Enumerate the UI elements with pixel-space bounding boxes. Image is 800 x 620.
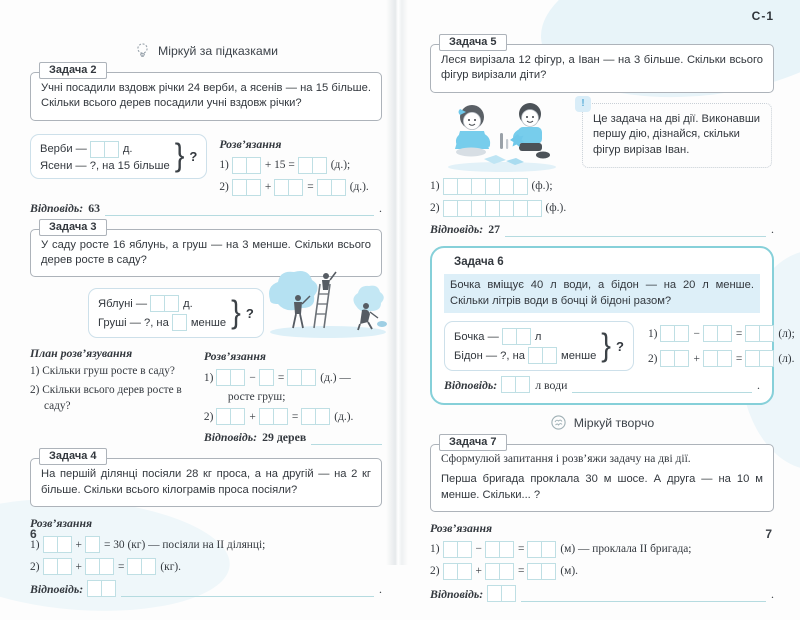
task3-tab: Задача 3 <box>39 219 107 236</box>
answer-box <box>88 580 116 597</box>
task2-card <box>30 64 382 121</box>
text-token: (д.). <box>334 410 354 423</box>
answer-box <box>528 563 556 580</box>
text-token: . <box>379 582 382 597</box>
text-token: росте груш; <box>227 391 286 404</box>
left-page <box>0 0 396 597</box>
task3-condition-box <box>88 288 264 338</box>
answer-box <box>128 558 156 575</box>
condition-row <box>98 295 226 312</box>
task3-plan <box>30 346 192 414</box>
worksheet-code: С-1 <box>751 9 774 23</box>
answer-blank-line <box>121 584 374 597</box>
answer-blank-line <box>105 203 374 216</box>
text-token: (д.); <box>330 159 351 172</box>
text-token: 2) <box>430 202 440 215</box>
answer-box <box>486 563 514 580</box>
answer-blank-line <box>505 224 766 237</box>
text-token: Бочка — <box>454 330 499 343</box>
answer-box <box>488 585 516 602</box>
condition-row <box>40 141 170 158</box>
text-token: = <box>517 565 525 578</box>
task5-card <box>430 36 774 93</box>
text-token: − <box>693 327 700 340</box>
text-token: 2) <box>647 352 658 365</box>
answer-box <box>746 325 774 342</box>
text-token: . <box>771 221 774 236</box>
children-cutting-paper-illustration <box>440 97 568 173</box>
text-token: (д.). <box>349 181 369 194</box>
task4-card <box>30 450 382 507</box>
text-token: д. <box>183 297 193 310</box>
question-mark: ? <box>245 305 254 321</box>
text-token: Відповідь: <box>203 430 258 445</box>
task5-statement: Леся вирізала 12 фігур, а Іван — на 3 більше. Скільки всього фігур вирізали діти? <box>441 54 763 82</box>
question-mark: ? <box>189 148 198 164</box>
text-token: . <box>757 378 760 393</box>
text-token: Відповідь: <box>30 582 84 597</box>
text-token: 2) <box>203 410 214 423</box>
answer-blank-line <box>572 380 752 393</box>
task2-condition-rows <box>40 139 170 174</box>
task2-solution <box>219 134 382 196</box>
answer-box <box>91 141 119 158</box>
equation-row <box>219 157 382 174</box>
brace-glyph: } <box>601 327 611 364</box>
task4-answer-line <box>30 580 382 597</box>
answer-box <box>173 314 187 331</box>
answer-box <box>529 347 557 364</box>
task2-condition-box <box>30 134 207 179</box>
task5-media-row <box>430 97 774 173</box>
answer-box <box>318 179 346 196</box>
orchard-harvest-illustration <box>264 266 392 340</box>
answer-box <box>746 350 774 367</box>
task4-tab: Задача 4 <box>39 448 107 465</box>
task6-answer-line <box>444 376 760 393</box>
text-token: менше <box>190 316 227 329</box>
task7-answer-line <box>430 585 774 602</box>
text-token: Бідон — ?, на <box>454 349 525 362</box>
exclamation-icon: ! <box>575 96 591 112</box>
task2-answer-line <box>30 201 382 216</box>
solution-label: Розв’язання <box>430 520 493 535</box>
text-token: 1) <box>219 159 229 172</box>
answer-box <box>260 369 274 386</box>
text-token: + <box>249 410 256 423</box>
task3-condition-rows <box>98 293 226 333</box>
section-header-hints <box>30 42 382 59</box>
text-token: 1) <box>203 371 214 384</box>
text-token: + <box>475 565 482 578</box>
answer-box <box>86 536 100 553</box>
text-token: = <box>735 352 743 365</box>
answer-box <box>486 541 514 558</box>
task3-statement: У саду росте 16 яблунь, а груш — на 3 менше. Скільки всього дерев росте в саду? <box>41 238 371 267</box>
text-token: Відповідь: <box>430 221 484 236</box>
text-token: + <box>264 181 272 194</box>
equation-row <box>30 536 382 553</box>
brain-icon <box>550 414 567 431</box>
page-number-right: 7 <box>765 527 772 541</box>
text-token: 2) <box>430 565 440 578</box>
task7-tab: Задача 7 <box>439 434 507 451</box>
task3-solution <box>204 346 382 445</box>
text-token: Ясени — ?, на 15 більше <box>40 159 170 172</box>
task5-answer-line <box>430 222 774 237</box>
task6-card <box>430 246 795 406</box>
hint-note-box <box>581 97 772 168</box>
text-token: 1) <box>647 327 658 340</box>
text-token: . <box>379 200 382 215</box>
answer-box <box>502 376 530 393</box>
answer-box <box>275 179 303 196</box>
text-token: = <box>517 543 525 556</box>
question-mark: ? <box>615 338 624 354</box>
section-header-label: Міркуй творчо <box>573 415 655 430</box>
condition-row <box>40 160 170 172</box>
text-token: = <box>307 181 314 194</box>
task3-work-row <box>30 346 382 445</box>
task6-equations <box>648 325 795 367</box>
text-token: = <box>117 560 125 573</box>
answer-box <box>528 541 556 558</box>
text-token: Відповідь: <box>30 200 84 215</box>
answer-box <box>44 558 72 575</box>
text-token: − <box>249 371 256 384</box>
answer-box <box>503 328 531 345</box>
lightbulb-icon <box>134 42 151 59</box>
solution-label: Розв’язання <box>30 516 93 531</box>
answer-blank-line <box>311 432 382 445</box>
answer-blank-line <box>521 589 766 602</box>
brace-glyph: } <box>174 137 185 174</box>
equation-row <box>430 563 774 580</box>
answer-box <box>661 325 689 342</box>
text-token: Верби — <box>40 143 87 156</box>
text-token: = <box>735 327 743 340</box>
text-token: (ф.); <box>531 180 553 193</box>
answer-box <box>444 200 542 217</box>
text-token: + <box>693 352 700 365</box>
plan-header: План розв’язування <box>30 346 133 361</box>
text-token: (м) — проклала II бригада; <box>560 543 692 556</box>
answer-box <box>444 541 472 558</box>
text-token: + <box>75 538 82 551</box>
task7-card <box>430 436 774 512</box>
text-token: 2) <box>219 181 229 194</box>
task6-condition-box <box>444 321 634 371</box>
solution-label: Розв’язання <box>219 136 282 151</box>
brace-glyph: } <box>231 294 241 331</box>
text-token: (л). <box>778 352 795 365</box>
text-token: 1) <box>430 180 440 193</box>
text-token: менше <box>561 349 597 362</box>
hint-note-text: Це задача на дві дії. Виконавши першу дію, дізнайся, скільки фігур вирізав Іван. <box>593 112 761 157</box>
task6-work-row <box>444 321 795 371</box>
task4-statement: На першій ділянці посіяли 28 кг проса, а на другій — на 2 кг більше. Скільки всього кілограмів проса посіяли? <box>41 468 371 496</box>
answer-box <box>151 295 179 312</box>
answer-box <box>299 157 327 174</box>
task2-work-row <box>30 134 382 196</box>
task2-tab: Задача 2 <box>39 62 107 79</box>
text-token: 63 <box>88 200 100 215</box>
answer-box <box>704 350 732 367</box>
section-header-label: Міркуй за підказками <box>157 43 279 58</box>
text-token: 2) <box>30 560 40 573</box>
text-token: + 15 = <box>264 159 295 172</box>
equation-row <box>30 558 382 575</box>
right-page <box>404 0 800 601</box>
text-token: л води <box>535 378 568 393</box>
text-token: = <box>291 410 299 423</box>
text-token: (кг). <box>160 560 182 573</box>
text-token: + <box>75 560 82 573</box>
equation-row <box>648 325 795 342</box>
section-header-creative <box>430 414 774 431</box>
page-number-left: 6 <box>30 527 37 541</box>
equation-row <box>204 391 382 403</box>
answer-box <box>288 369 316 386</box>
answer-box <box>260 408 288 425</box>
task2-statement: Учні посадили вздовж річки 24 верби, а ясенів — на 15 більше. Скільки всього дерев посадили учні вздовж річки? <box>41 82 371 110</box>
text-token: 29 дерев <box>262 430 307 445</box>
text-token: (м). <box>560 565 579 578</box>
condition-row <box>98 314 226 331</box>
equation-row <box>204 408 382 425</box>
task3-answer-line <box>204 430 382 445</box>
task6-statement: Бочка вміщує 40 л води, а бідон — на 20 л менше. Скільки літрів води в бочці й бідоні разом? <box>444 274 760 314</box>
text-token: Відповідь: <box>430 586 484 601</box>
answer-box <box>217 369 245 386</box>
task7-statement: Перша бригада проклала 30 м шосе. А друга — на 10 м менше. Скільки... ? <box>441 473 763 501</box>
text-token: Груші — ?, на <box>98 316 169 329</box>
solution-label: Розв’язання <box>203 349 266 364</box>
answer-box <box>44 536 72 553</box>
equation-row <box>430 541 774 558</box>
text-token: = 30 (кг) — посіяли на II ділянці; <box>103 538 266 551</box>
text-token: = <box>277 371 285 384</box>
condition-row <box>454 347 596 364</box>
text-token: д. <box>122 143 133 156</box>
answer-box <box>86 558 114 575</box>
text-token: 1) <box>30 538 40 551</box>
answer-box <box>217 408 245 425</box>
text-token: Яблуні — <box>98 297 148 310</box>
equation-row <box>204 369 382 386</box>
text-token: (л); <box>778 327 795 340</box>
task6-title: Задача 6 <box>454 255 504 268</box>
text-token: л <box>534 330 542 343</box>
answer-box <box>704 325 732 342</box>
text-token: Відповідь: <box>444 378 498 393</box>
answer-box <box>444 178 528 195</box>
plan-item: 2) Скільки всього дерев росте в саду? <box>30 384 182 412</box>
text-token: . <box>771 586 774 601</box>
equation-row <box>430 178 774 195</box>
equation-row <box>430 200 774 217</box>
task6-condition-rows <box>454 326 596 366</box>
text-token: 1) <box>430 543 440 556</box>
text-token: (ф.). <box>545 202 567 215</box>
plan-item: 1) Скільки груш росте в саду? <box>30 365 175 378</box>
answer-box <box>233 157 261 174</box>
answer-box <box>302 408 330 425</box>
answer-box <box>661 350 689 367</box>
equation-row <box>648 350 795 367</box>
condition-row <box>454 328 596 345</box>
answer-box <box>233 179 261 196</box>
task5-tab: Задача 5 <box>439 34 507 51</box>
answer-box <box>444 563 472 580</box>
task3-condition-area <box>30 288 382 340</box>
text-token: 27 <box>488 221 500 236</box>
equation-row <box>219 179 382 196</box>
text-token: − <box>475 543 482 556</box>
task7-instruction: Сформулюй запитання і розв’яжи задачу на дві дії. <box>441 453 691 466</box>
text-token: (д.) — <box>320 371 351 384</box>
